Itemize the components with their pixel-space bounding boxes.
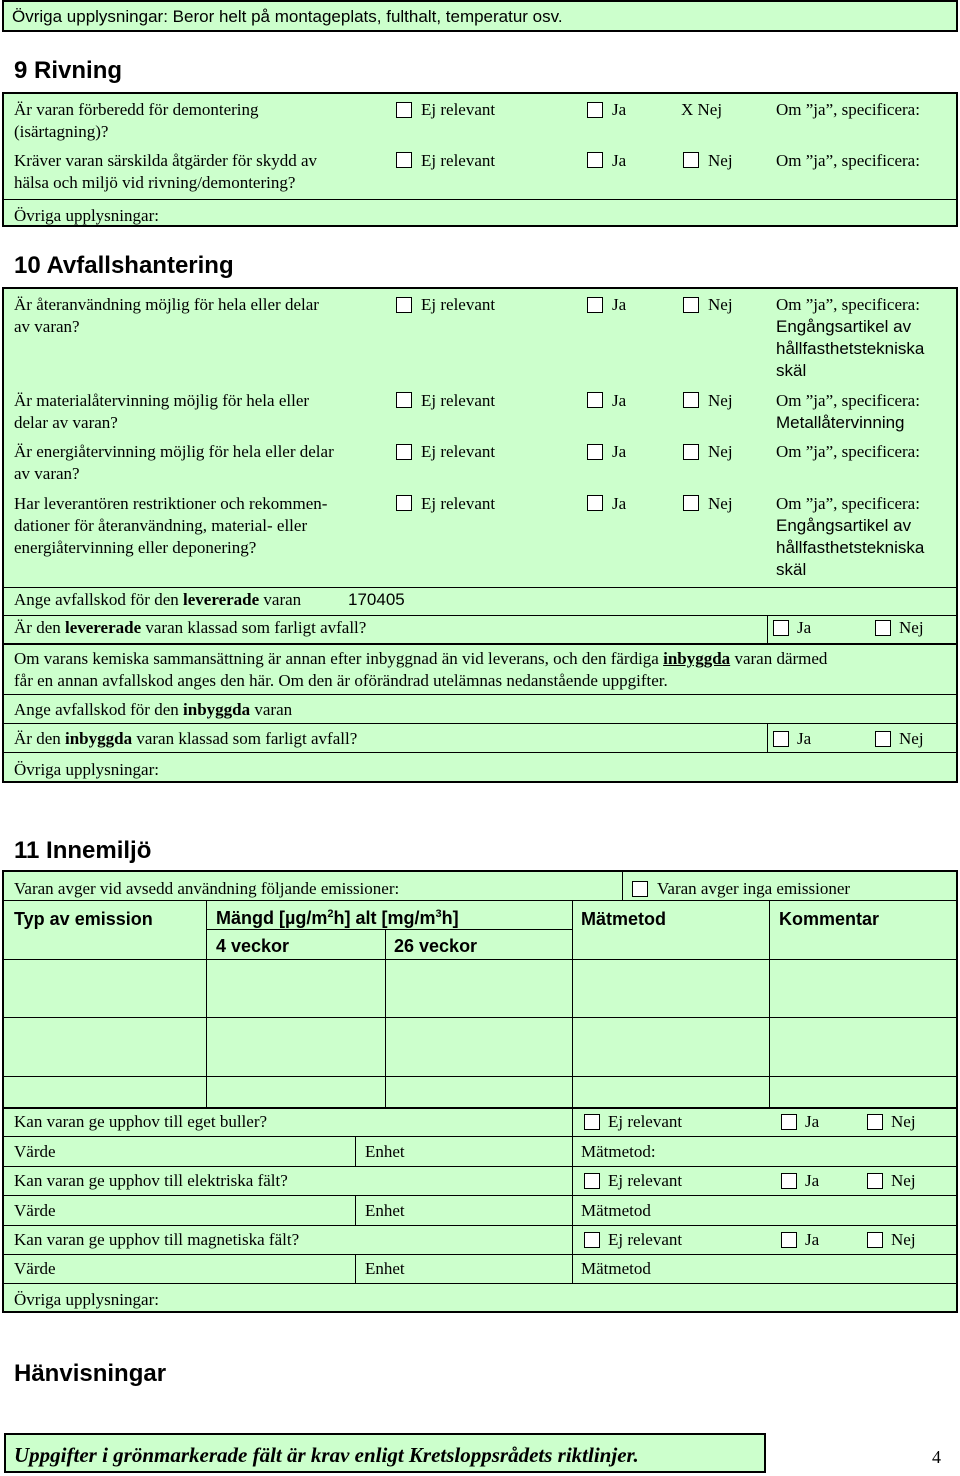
s9-q1-ej-checkbox[interactable] xyxy=(396,102,412,118)
s10-q4-line2: dationer för återanvändning, material- eller xyxy=(14,516,308,535)
s10-q3-spec-label: Om ”ja”, specificera: xyxy=(776,442,920,461)
s10-farligt2-ja-label: Ja xyxy=(797,729,812,748)
s10-farligt2-post: varan klassad som farligt avfall? xyxy=(132,729,358,748)
section-9-title: 9 Rivning xyxy=(14,57,123,84)
s10-ovriga-label: Övriga upplysningar: xyxy=(14,760,159,779)
s11-buller-enhet: Enhet xyxy=(365,1142,405,1161)
s10-q3-ja-label: Ja xyxy=(612,442,627,461)
s11-col-mangd-c: h] xyxy=(441,908,459,928)
s9-q2-line2: hälsa och miljö vid rivning/demontering? xyxy=(14,173,296,192)
s10-q3-line2: av varan? xyxy=(14,464,80,483)
s10-farligt2-nej-label: Nej xyxy=(899,729,924,748)
top-ovriga-row xyxy=(12,6,563,28)
s9-q1-nej-label[interactable]: X Nej xyxy=(681,100,723,119)
s10-q4-ej-label: Ej relevant xyxy=(421,494,496,513)
s11-mag-enhet: Enhet xyxy=(365,1259,405,1278)
s10-q1-nej-checkbox-checked[interactable] xyxy=(683,297,699,313)
s11-ovriga-label: Övriga upplysningar: xyxy=(14,1290,159,1309)
s10-q4-spec-value-2[interactable]: hållfasthetstekniska xyxy=(776,538,925,557)
s11-el-ja-checkbox[interactable] xyxy=(781,1173,797,1189)
s10-q2-ja-label: Ja xyxy=(612,391,627,410)
s11-mag-ja-checkbox[interactable] xyxy=(781,1232,797,1248)
s11-buller-ej-checkbox[interactable] xyxy=(584,1114,600,1130)
s10-q4-line1: Har leverantören restriktioner och rekommen- xyxy=(14,494,328,513)
s11-buller-varde: Värde xyxy=(14,1142,56,1161)
s11-mag-ej-checkbox[interactable] xyxy=(584,1232,600,1248)
s9-ovriga-label: Övriga upplysningar: xyxy=(14,206,159,225)
s10-q4-spec-value-1[interactable]: Engångsartikel av xyxy=(776,516,912,535)
s10-farligt-bold: levererade xyxy=(64,618,142,637)
s10-q2-nej-label: Nej xyxy=(708,391,733,410)
s10-kod2-row xyxy=(14,699,292,721)
s10-q1-ej-checkbox[interactable] xyxy=(396,297,412,313)
s11-col-mangd-sup2: 3 xyxy=(435,908,442,920)
s10-q1-ja-label: Ja xyxy=(612,295,627,314)
top-ovriga-value[interactable]: Beror helt på montageplats, fulthalt, temperatur osv. xyxy=(172,7,563,26)
s9-q2-ej-label: Ej relevant xyxy=(421,151,496,170)
s10-q2-spec-label: Om ”ja”, specificera: xyxy=(776,391,920,410)
s10-farligt2-nej-checkbox[interactable] xyxy=(875,731,891,747)
s10-note-bold: inbyggda xyxy=(663,649,731,668)
s11-buller-nej-checkbox[interactable] xyxy=(867,1114,883,1130)
s11-buller-ja-checkbox[interactable] xyxy=(781,1114,797,1130)
s10-q3-ej-checkbox-checked[interactable] xyxy=(396,444,412,460)
s11-mag-nej-label: Nej xyxy=(891,1230,916,1249)
s11-no-emissions-label: Varan avger inga emissioner xyxy=(657,879,851,898)
s10-q1-spec-value-1[interactable]: Engångsartikel av xyxy=(776,317,912,336)
s10-q3-ja-checkbox[interactable] xyxy=(587,444,603,460)
s11-el-matmetod: Mätmetod xyxy=(581,1201,651,1220)
s10-q2-ej-checkbox[interactable] xyxy=(396,392,412,408)
s10-q1-spec-value-3[interactable]: skäl xyxy=(776,361,807,380)
s10-farligt-post: varan klassad som farligt avfall? xyxy=(141,618,367,637)
s9-q2-ja-checkbox[interactable] xyxy=(587,152,603,168)
s10-kod-value[interactable]: 170405 xyxy=(348,590,405,609)
s9-q1-ej-label: Ej relevant xyxy=(421,100,496,119)
s10-q1-spec-label: Om ”ja”, specificera: xyxy=(776,295,920,314)
s11-buller-question: Kan varan ge upphov till eget buller? xyxy=(14,1112,268,1131)
s11-buller-ej-label: Ej relevant xyxy=(608,1112,683,1131)
s10-kod2-pre: Ange avfallskod för den xyxy=(14,700,184,719)
s11-el-ej-label: Ej relevant xyxy=(608,1171,683,1190)
s11-buller-matmetod: Mätmetod: xyxy=(581,1142,656,1161)
s10-farligt-nej-checkbox-checked[interactable] xyxy=(875,620,891,636)
s11-col-mangd-sup1: 2 xyxy=(327,908,334,920)
s10-q1-line1: Är återanvändning möjlig för hela eller delar xyxy=(14,295,319,314)
s9-q2-ej-checkbox[interactable] xyxy=(396,152,412,168)
s11-mag-matmetod: Mätmetod xyxy=(581,1259,651,1278)
s9-q1-ja-label: Ja xyxy=(612,100,627,119)
s10-q4-spec-value-3[interactable]: skäl xyxy=(776,560,807,579)
s10-q2-line1: Är materialåtervinning möjlig för hela eller xyxy=(14,391,310,410)
footer-text: Uppgifter i grönmarkerade fält är krav enligt Kretsloppsrådets riktlinjer. xyxy=(14,1443,639,1467)
s10-kod-pre: Ange avfallskod för den xyxy=(14,590,184,609)
s10-farligt2-row xyxy=(14,728,357,750)
s11-col-mangd-a: Mängd [µg/m xyxy=(216,908,328,928)
s10-note-post: varan därmed xyxy=(730,649,828,668)
s11-col-kommentar: Kommentar xyxy=(779,909,880,929)
s10-q1-ej-label: Ej relevant xyxy=(421,295,496,314)
s10-farligt2-pre: Är den xyxy=(14,729,65,748)
s10-kod2-bold: inbyggda xyxy=(183,700,251,719)
s9-q1-ja-checkbox[interactable] xyxy=(587,102,603,118)
s10-q1-ja-checkbox[interactable] xyxy=(587,297,603,313)
s11-buller-ja-label: Ja xyxy=(805,1112,820,1131)
s11-mag-ej-label: Ej relevant xyxy=(608,1230,683,1249)
s9-q2-spec-label: Om ”ja”, specificera: xyxy=(776,151,920,170)
s10-q2-ja-checkbox-checked[interactable] xyxy=(587,392,603,408)
s9-q2-nej-label: Nej xyxy=(708,151,733,170)
s11-mag-nej-checkbox[interactable] xyxy=(867,1232,883,1248)
s10-q3-nej-checkbox[interactable] xyxy=(683,444,699,460)
s11-col-26v: 26 veckor xyxy=(394,936,478,956)
s10-q4-ja-label: Ja xyxy=(612,494,627,513)
s11-el-enhet: Enhet xyxy=(365,1201,405,1220)
s10-q1-spec-value-2[interactable]: hållfasthetstekniska xyxy=(776,339,925,358)
s9-q1-line2: (isärtagning)? xyxy=(14,122,109,141)
s10-farligt2-bold: inbyggda xyxy=(64,729,133,748)
section-10-title: 10 Avfallshantering xyxy=(14,252,234,279)
s10-q2-nej-checkbox[interactable] xyxy=(683,392,699,408)
s10-q3-nej-label: Nej xyxy=(708,442,733,461)
s10-q4-spec-label: Om ”ja”, specificera: xyxy=(776,494,920,513)
section-11-title: 11 Innemiljö xyxy=(14,837,152,864)
s9-q2-nej-checkbox-checked[interactable] xyxy=(683,152,699,168)
top-ovriga-label: Övriga upplysningar: xyxy=(12,7,168,26)
s11-el-varde: Värde xyxy=(14,1201,56,1220)
s11-el-question: Kan varan ge upphov till elektriska fält? xyxy=(14,1171,288,1190)
s10-q2-ej-label: Ej relevant xyxy=(421,391,496,410)
s10-q4-ja-checkbox-checked[interactable] xyxy=(587,495,603,511)
s11-el-ja-label: Ja xyxy=(805,1171,820,1190)
s11-col-matmetod: Mätmetod xyxy=(581,909,666,929)
s10-farligt-row xyxy=(14,617,366,639)
s9-q1-line1: Är varan förberedd för demontering xyxy=(14,100,259,119)
s11-el-ej-checkbox[interactable] xyxy=(584,1173,600,1189)
s11-col-4v: 4 veckor xyxy=(216,936,290,956)
s11-mag-varde: Värde xyxy=(14,1259,56,1278)
page-number: 4 xyxy=(932,1447,941,1467)
s11-col-typ: Typ av emission xyxy=(14,909,153,929)
s11-buller-nej-label: Nej xyxy=(891,1112,916,1131)
s10-farligt-ja-label: Ja xyxy=(797,618,812,637)
s9-q2-ja-label: Ja xyxy=(612,151,627,170)
s10-farligt-nej-label: Nej xyxy=(899,618,924,637)
s9-q1-spec-label: Om ”ja”, specificera: xyxy=(776,100,920,119)
s10-q4-line3: energiåtervinning eller deponering? xyxy=(14,538,257,557)
s10-q3-line1: Är energiåtervinning möjlig för hela eller delar xyxy=(14,442,334,461)
s11-mag-question: Kan varan ge upphov till magnetiska fält? xyxy=(14,1230,300,1249)
s10-farligt2-ja-checkbox[interactable] xyxy=(773,731,789,747)
s10-q4-ej-checkbox[interactable] xyxy=(396,495,412,511)
s10-q4-nej-checkbox[interactable] xyxy=(683,495,699,511)
s10-kod2-post: varan xyxy=(250,700,293,719)
s11-mag-ja-label: Ja xyxy=(805,1230,820,1249)
s10-note-pre: Om varans kemiska sammansättning är annan efter inbyggnad än vid leverans, och den färdiga xyxy=(14,649,664,668)
s10-q1-line2: av varan? xyxy=(14,317,80,336)
s10-q4-nej-label: Nej xyxy=(708,494,733,513)
s9-q2-line1: Kräver varan särskilda åtgärder för skydd av xyxy=(14,151,318,170)
s10-note-line2: får en annan avfallskod anges den här. Om den är oförändrad utelämnas nedanstående uppgifter. xyxy=(14,671,668,690)
s11-emissions-question: Varan avger vid avsedd användning följande emissioner: xyxy=(14,879,400,898)
s10-kod-post: varan xyxy=(259,590,302,609)
s11-el-nej-label: Nej xyxy=(891,1171,916,1190)
s11-el-nej-checkbox[interactable] xyxy=(867,1173,883,1189)
s11-col-mangd xyxy=(216,903,459,929)
s10-farligt-ja-checkbox[interactable] xyxy=(773,620,789,636)
s10-q2-spec-value[interactable]: Metallåtervinning xyxy=(776,413,905,432)
s10-q2-line2: delar av varan? xyxy=(14,413,118,432)
references-title: Hänvisningar xyxy=(14,1360,167,1387)
s10-farligt-pre: Är den xyxy=(14,618,65,637)
s10-note-line1 xyxy=(14,648,827,670)
s11-col-mangd-b: h] alt [mg/m xyxy=(333,908,436,928)
s10-q3-ej-label: Ej relevant xyxy=(421,442,496,461)
s10-kod-row xyxy=(14,589,301,611)
s11-no-emissions-checkbox-checked[interactable] xyxy=(632,881,648,897)
s10-q1-nej-label: Nej xyxy=(708,295,733,314)
s10-kod-bold: levererade xyxy=(183,590,260,609)
